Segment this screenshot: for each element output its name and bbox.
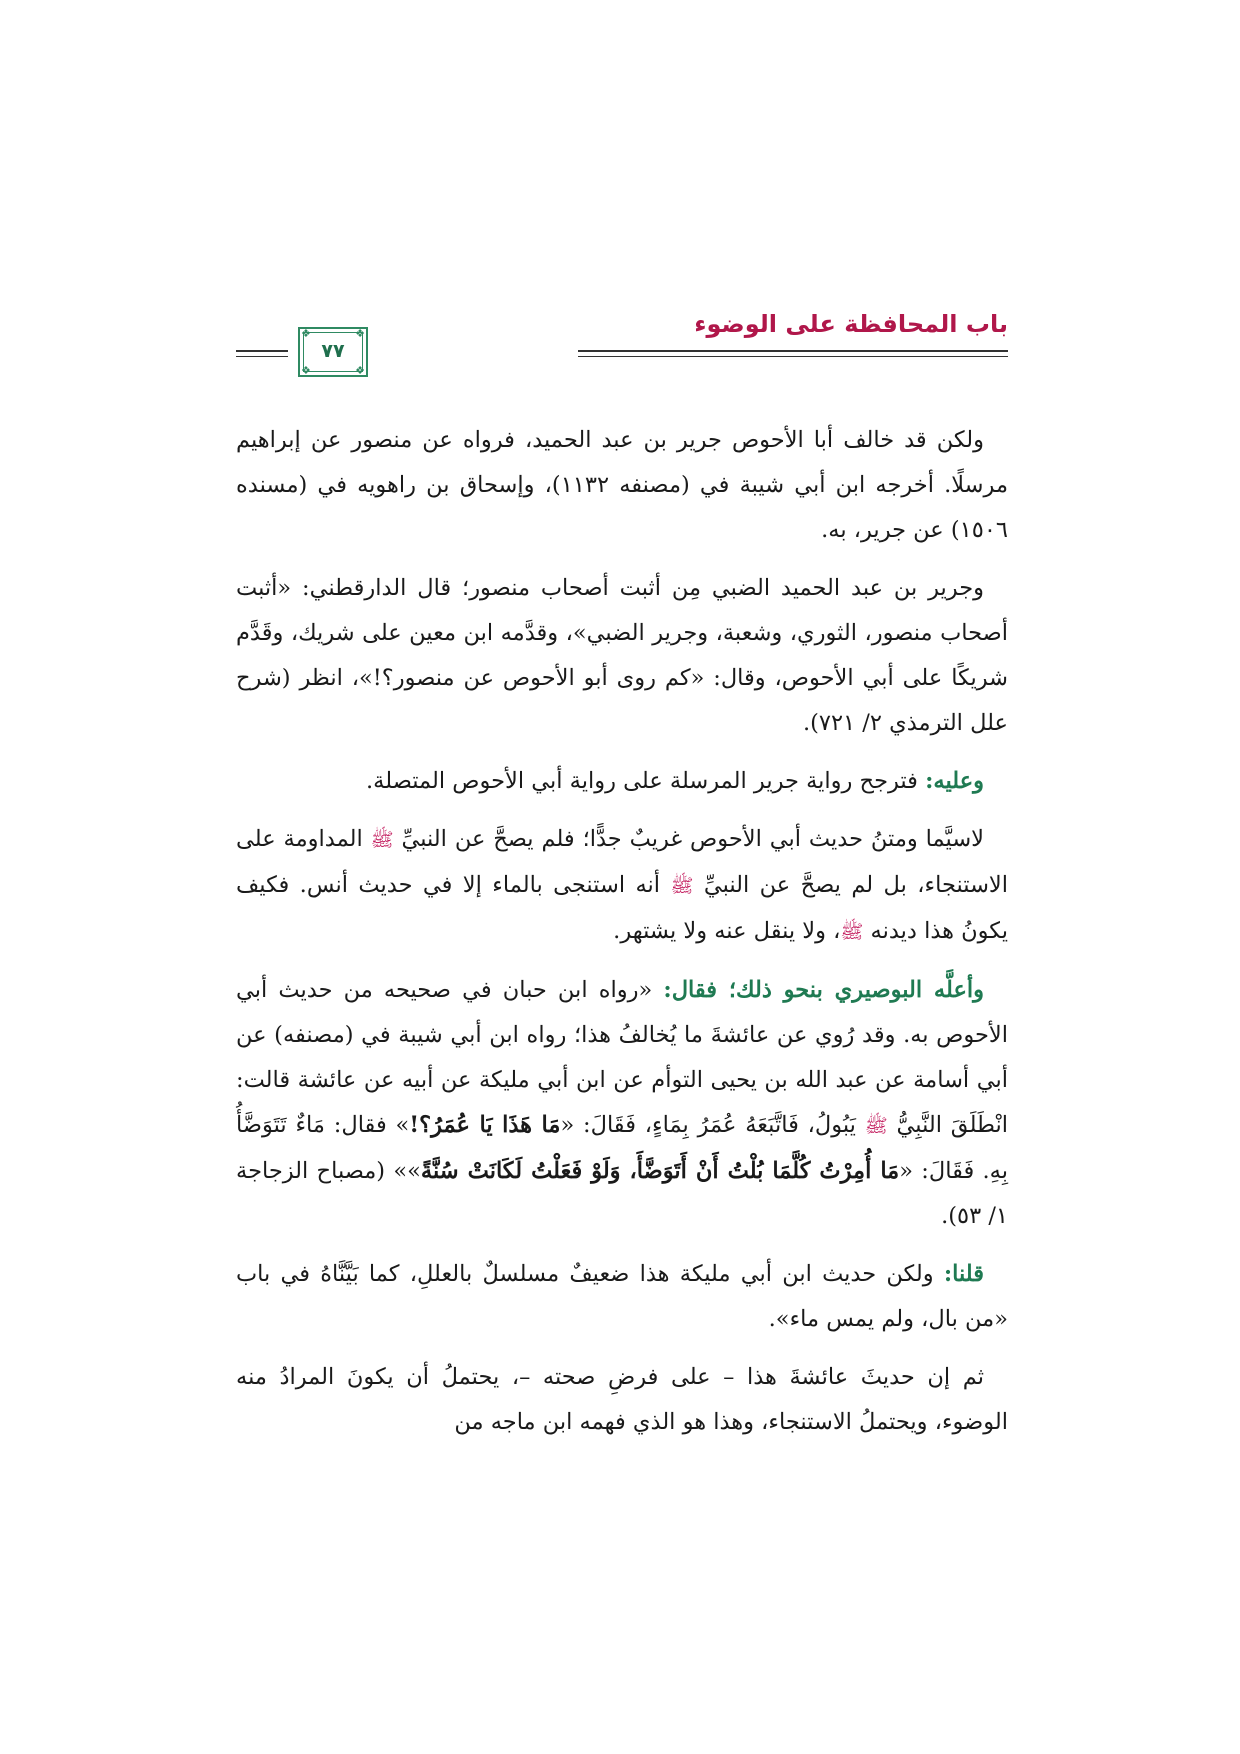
chapter-title: باب المحافظة على الوضوء [694,310,1008,338]
paragraph-text: وجرير بن عبد الحميد الضبي مِن أثبت أصحاب منصور؛ قال الدارقطني: «أثبت أصحاب منصور، الثوري، وشعبة، وجرير الضبي»، وقدَّمه ابن معين على شريك، وقَدَّم شريكًا على أبي الأحوص، وقال: «كم روى أبو الأحوص عن منصور؟!»، انظر (شرح علل الترمذي ٢/ ٧٢١). [236,575,1008,736]
paragraph-lead: قلنا: [943,1261,984,1287]
ornament-icon: ❖ [301,364,311,377]
page-number: ٧٧ [321,340,345,362]
paragraph-text: » فقال: مَاءٌ تَتَوَضَّأُ بِهِ. فَقَالَ: « [236,1112,1009,1184]
paragraph-text: ، ولا ينقل عنه ولا يشتهر. [613,918,841,944]
paragraph [236,1252,1008,1342]
paragraph-text: لاسيَّما ومتنُ حديث أبي الأحوص غريبٌ جدًّا؛ فلم يصحَّ عن النبيِّ [393,826,984,852]
salutation-glyph: ﷺ [864,1115,888,1137]
salutation-glyph: ﷺ [670,875,694,897]
paragraph-text: ولكن قد خالف أبا الأحوص جرير بن عبد الحميد، فرواه عن منصور عن إبراهيم مرسلًا. أخرجه ابن أبي شيبة في (مصنفه ١١٣٢)، وإسحاق بن راهويه في (مسنده ١٥٠٦) عن جرير، به. [236,427,1008,543]
header-rule [578,350,1008,352]
paragraph [236,759,1008,804]
header-rule [578,356,1008,357]
page-body [236,418,1008,1458]
paragraph [236,418,1008,553]
hadith-quote: مَا أُمِرْتُ كُلَّمَا بُلْتُ أَنْ أَتَوَضَّأَ، وَلَوْ فَعَلْتُ لَكَانَتْ سُنَّةً [420,1158,900,1184]
paragraph [236,817,1008,955]
paragraph-lead: وأعلَّه البوصيري بنحو ذلك؛ فقال: [663,977,984,1003]
page-header [236,300,1008,400]
paragraph [236,968,1008,1239]
salutation-glyph: ﷺ [370,829,394,851]
paragraph-text: فترجح رواية جرير المرسلة على رواية أبي الأحوص المتصلة. [366,768,926,794]
page-number-frame [298,327,368,377]
paragraph-lead: وعليه: [925,768,984,794]
hadith-quote: مَا هَذَا يَا عُمَرُ؟! [409,1112,561,1138]
paragraph-text: ثم إن حديثَ عائشةَ هذا – على فرضِ صحته –، يحتملُ أن يكونَ المرادُ منه الوضوء، ويحتملُ الاستنجاء، وهذا هو الذي فهمه ابن ماجه من [236,1364,1008,1435]
salutation-glyph: ﷺ [840,921,864,943]
paragraph-text: يَبُولُ، فَاتَّبَعَهُ عُمَرُ بِمَاءٍ، فَقَالَ: « [560,1112,865,1138]
paragraph [236,1355,1008,1445]
paragraph-text: المداومة على الاستنجاء، بل لم يصحَّ عن النبيِّ [236,826,1008,898]
paragraph-text: «رواه ابن حبان في صحيحه من حديث أبي الأحوص به. وقد رُوي عن عائشةَ ما يُخالفُ هذا؛ رواه ابن أبي شيبة في (مصنفه) عن أبي أسامة عن عبد الله بن يحيى التوأم عن ابن أبي مليكة عن أبيه عن عائشة قالت: انْطَلَقَ النَّبِيُّ [236,977,1008,1138]
ornament-icon: ❖ [301,327,311,340]
ornament-icon: ❖ [355,327,365,340]
header-rule [236,350,288,352]
ornament-icon: ❖ [355,364,365,377]
paragraph-text: أنه استنجى بالماء إلا في حديث أنس. فكيف يكونُ هذا ديدنه [236,872,1008,944]
paragraph [236,566,1008,746]
paragraph-text: ولكن حديث ابن أبي مليكة هذا ضعيفٌ مسلسلٌ بالعللِ، كما بَيَّنَّاهُ في باب «من بال، ولم يمس ماء». [236,1261,1008,1332]
paragraph-text: »» (مصباح الزجاجة ١/ ٥٣). [236,1158,1008,1229]
header-rule [236,356,288,357]
